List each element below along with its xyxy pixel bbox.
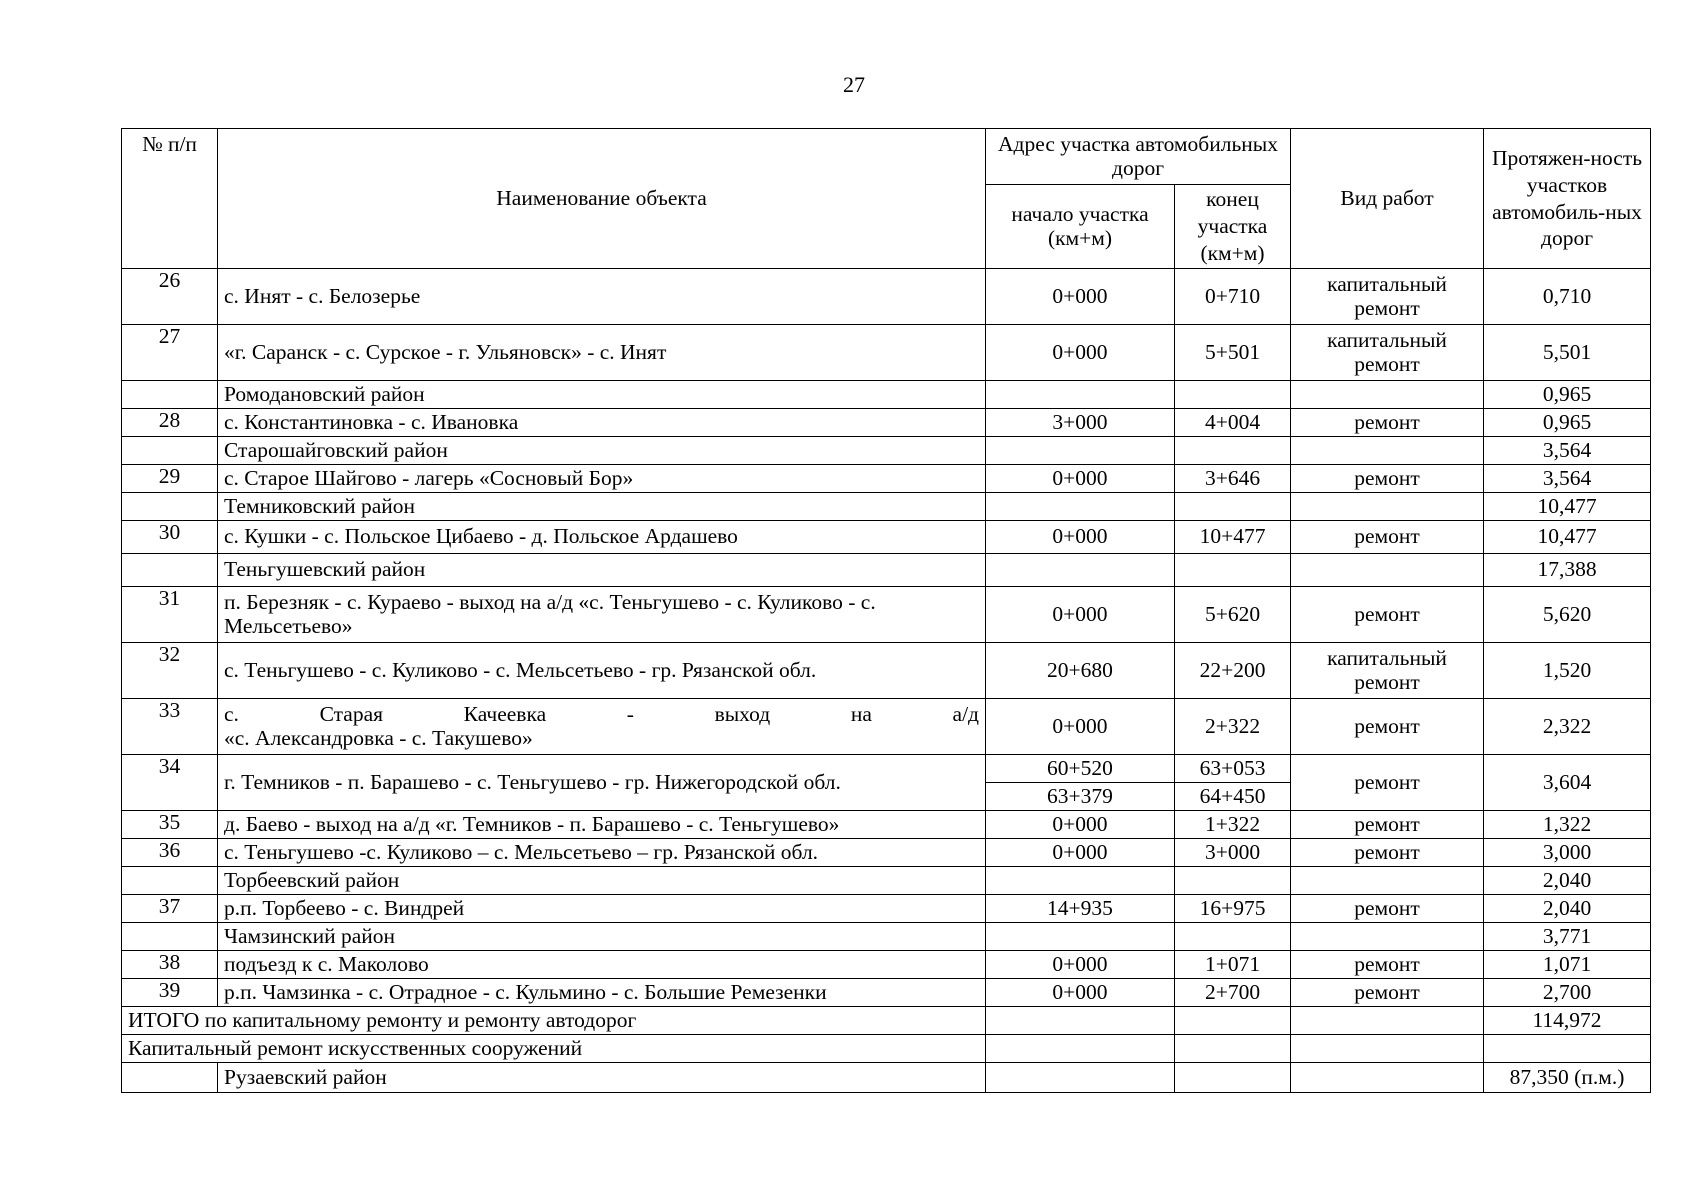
- work-type: капитальный ремонт: [1291, 325, 1484, 381]
- row-number: 26: [122, 269, 218, 325]
- end-km: 64+450: [1175, 783, 1291, 811]
- row-number: 35: [122, 811, 218, 839]
- work-type: ремонт: [1291, 465, 1484, 493]
- district-row: [122, 554, 1651, 587]
- length: 1,071: [1484, 951, 1651, 979]
- district-name: Рузаевский район: [218, 1063, 986, 1093]
- row-number: 33: [122, 699, 218, 755]
- object-name: с. Старое Шайгово - лагерь «Сосновый Бор»: [218, 465, 986, 493]
- object-name: р.п. Торбеево - с. Виндрей: [218, 895, 986, 923]
- row-number: 32: [122, 643, 218, 699]
- length: 0,710: [1484, 269, 1651, 325]
- table-row: [122, 409, 1651, 437]
- district-name: Старошайговский район: [218, 437, 986, 465]
- object-name: с. Константиновка - с. Ивановка: [218, 409, 986, 437]
- length: 0,965: [1484, 409, 1651, 437]
- district-length: 10,477: [1484, 493, 1651, 521]
- length: 5,620: [1484, 587, 1651, 643]
- length: 2,700: [1484, 979, 1651, 1007]
- row-number: 28: [122, 409, 218, 437]
- start-km: 0+000: [986, 465, 1175, 493]
- table-row: [122, 951, 1651, 979]
- object-name: подъезд к с. Маколово: [218, 951, 986, 979]
- district-name: Чамзинский район: [218, 923, 986, 951]
- start-km: 0+000: [986, 325, 1175, 381]
- table-row: [122, 521, 1651, 554]
- length: 3,604: [1484, 755, 1651, 811]
- district-row: [122, 867, 1651, 895]
- work-type: ремонт: [1291, 811, 1484, 839]
- work-type: ремонт: [1291, 587, 1484, 643]
- work-type: ремонт: [1291, 895, 1484, 923]
- work-type: капитальный ремонт: [1291, 269, 1484, 325]
- object-name: г. Темников - п. Барашево - с. Теньгушево - гр. Нижегородской обл.: [218, 755, 986, 811]
- district-name: Ромодановский район: [218, 381, 986, 409]
- end-km: 2+700: [1175, 979, 1291, 1007]
- district-row: [122, 493, 1651, 521]
- object-name: с. Кушки - с. Польское Цибаево - д. Польское Ардашево: [218, 521, 986, 554]
- district-length: 3,771: [1484, 923, 1651, 951]
- work-type: ремонт: [1291, 979, 1484, 1007]
- district-row: [122, 923, 1651, 951]
- start-km: 0+000: [986, 979, 1175, 1007]
- table-row: [122, 811, 1651, 839]
- object-name: д. Баево - выход на а/д «г. Темников - п. Барашево - с. Теньгушево»: [218, 811, 986, 839]
- district-length: 3,564: [1484, 437, 1651, 465]
- work-type: ремонт: [1291, 755, 1484, 811]
- header-num: № п/п: [122, 129, 218, 269]
- district-name: Теньгушевский район: [218, 554, 986, 587]
- length: 5,501: [1484, 325, 1651, 381]
- start-km: 0+000: [986, 811, 1175, 839]
- row-number: 29: [122, 465, 218, 493]
- section-row: [122, 1035, 1651, 1063]
- row-number: 36: [122, 839, 218, 867]
- work-type: капитальный ремонт: [1291, 643, 1484, 699]
- table-row: [122, 269, 1651, 325]
- start-km: 0+000: [986, 521, 1175, 554]
- start-km: 0+000: [986, 951, 1175, 979]
- end-km: 1+071: [1175, 951, 1291, 979]
- district-length: 17,388: [1484, 554, 1651, 587]
- work-type: ремонт: [1291, 699, 1484, 755]
- page-number: 27: [843, 72, 865, 97]
- object-name-line1: с. Старая Качеевка - выход на а/д: [224, 701, 979, 726]
- table-row: [122, 465, 1651, 493]
- length: 2,322: [1484, 699, 1651, 755]
- table-row: [122, 325, 1651, 381]
- object-name: р.п. Чамзинка - с. Отрадное - с. Кульмино - с. Большие Ремезенки: [218, 979, 986, 1007]
- header-start: начало участка (км+м): [986, 185, 1175, 269]
- start-km: 0+000: [986, 839, 1175, 867]
- row-number: 30: [122, 521, 218, 554]
- row-number: 39: [122, 979, 218, 1007]
- district-row: [122, 381, 1651, 409]
- row-number: 27: [122, 325, 218, 381]
- header-length: Протяжен-ность участков автомобиль-ных дорог: [1484, 129, 1651, 269]
- end-km: 5+620: [1175, 587, 1291, 643]
- length: 10,477: [1484, 521, 1651, 554]
- table-row: [122, 643, 1651, 699]
- table-row: [122, 755, 1651, 783]
- total-length: 114,972: [1484, 1007, 1651, 1035]
- header-work: Вид работ: [1291, 129, 1484, 269]
- start-km: 0+000: [986, 587, 1175, 643]
- start-km: 0+000: [986, 269, 1175, 325]
- district-name: Темниковский район: [218, 493, 986, 521]
- row-number: 37: [122, 895, 218, 923]
- start-km: 60+520: [986, 755, 1175, 783]
- end-km: 3+000: [1175, 839, 1291, 867]
- length: 1,322: [1484, 811, 1651, 839]
- work-type: ремонт: [1291, 409, 1484, 437]
- header-end: конец участка (км+м): [1175, 185, 1291, 269]
- header-row: [122, 129, 1651, 185]
- end-km: 16+975: [1175, 895, 1291, 923]
- end-km: 5+501: [1175, 325, 1291, 381]
- end-km: 0+710: [1175, 269, 1291, 325]
- length: 3,564: [1484, 465, 1651, 493]
- row-number: 31: [122, 587, 218, 643]
- object-name: «г. Саранск - с. Сурское - г. Ульяновск» - с. Инят: [218, 325, 986, 381]
- total-label: ИТОГО по капитальному ремонту и ремонту автодорог: [122, 1007, 986, 1035]
- row-number: 34: [122, 755, 218, 811]
- start-km: 14+935: [986, 895, 1175, 923]
- object-name: п. Березняк - с. Кураево - выход на а/д «с. Теньгушево - с. Куликово - с. Мельсетьево»: [218, 587, 986, 643]
- object-name: с. Теньгушево -с. Куликово – с. Мельсетьево – гр. Рязанской обл.: [218, 839, 986, 867]
- end-km: 3+646: [1175, 465, 1291, 493]
- table-row: [122, 587, 1651, 643]
- object-name-line2: «с. Александровка - с. Такушево»: [224, 725, 533, 750]
- work-type: ремонт: [1291, 951, 1484, 979]
- district-name: Торбеевский район: [218, 867, 986, 895]
- header-address: Адрес участка автомобильных дорог: [986, 129, 1291, 185]
- start-km: 63+379: [986, 783, 1175, 811]
- table-row: [122, 895, 1651, 923]
- start-km: 3+000: [986, 409, 1175, 437]
- end-km: 2+322: [1175, 699, 1291, 755]
- start-km: 20+680: [986, 643, 1175, 699]
- header-name: Наименование объекта: [218, 129, 986, 269]
- section-title: Капитальный ремонт искусственных сооружений: [122, 1035, 986, 1063]
- work-type: ремонт: [1291, 521, 1484, 554]
- work-type: ремонт: [1291, 839, 1484, 867]
- end-km: 4+004: [1175, 409, 1291, 437]
- start-km: 0+000: [986, 699, 1175, 755]
- end-km: 22+200: [1175, 643, 1291, 699]
- object-name: [218, 699, 986, 755]
- district-length: 0,965: [1484, 381, 1651, 409]
- road-repair-table: [121, 128, 1651, 1093]
- district-row: [122, 1063, 1651, 1093]
- table-row: [122, 699, 1651, 755]
- district-length: 87,350 (п.м.): [1484, 1063, 1651, 1093]
- object-name: с. Теньгушево - с. Куликово - с. Мельсетьево - гр. Рязанской обл.: [218, 643, 986, 699]
- length: 2,040: [1484, 895, 1651, 923]
- end-km: 63+053: [1175, 755, 1291, 783]
- total-row: [122, 1007, 1651, 1035]
- length: 1,520: [1484, 643, 1651, 699]
- length: 3,000: [1484, 839, 1651, 867]
- table-row: [122, 839, 1651, 867]
- district-length: 2,040: [1484, 867, 1651, 895]
- object-name: с. Инят - с. Белозерье: [218, 269, 986, 325]
- district-row: [122, 437, 1651, 465]
- end-km: 10+477: [1175, 521, 1291, 554]
- end-km: 1+322: [1175, 811, 1291, 839]
- table-row: [122, 979, 1651, 1007]
- row-number: 38: [122, 951, 218, 979]
